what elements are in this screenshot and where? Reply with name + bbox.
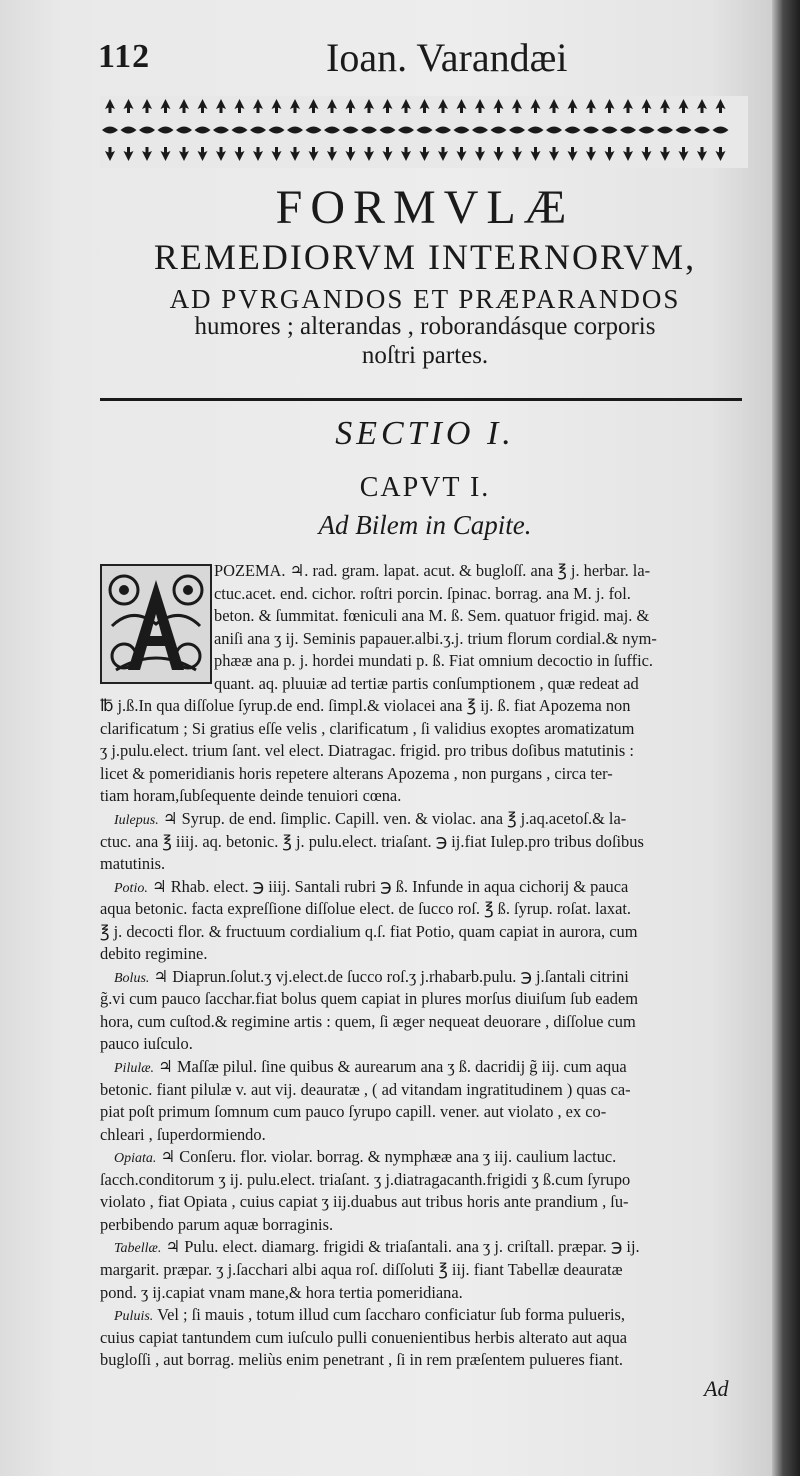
text-line: ctuc.acet. end. cichor. roſtri porcin. ſpinac. borrag. ana M. j. fol.: [214, 583, 631, 603]
body-text: [100, 560, 745, 1372]
text-line: chleari , ſuperdormiendo.: [100, 1124, 266, 1144]
text-line: margarit. præpar. ʒ j.ſacchari albi aqua roſ. diſſoluti ℥ iij. fiant Tabellæ deauratæ: [100, 1259, 623, 1279]
chapter-subheading: Ad Bilem in Capite.: [318, 510, 532, 540]
catchword: Ad: [704, 1376, 729, 1401]
title-line-5: noſtri partes.: [361, 342, 489, 369]
text-line: Bolus. ♃ Diaprun.ſolut.ʒ vj.elect.de ſucco roſ.ʒ j.rhabarb.pulu. ℈ j.ſantali citrini: [114, 966, 629, 986]
text-line: ℔ j.ß.In qua diſſolue ſyrup.de end. ſimpl.& violacei ana ℥ ij. ß. fiat Apozema non: [100, 696, 631, 716]
text-line: Pilulæ. ♃ Maſſæ pilul. ſine quibus & aurearum ana ʒ ß. dacridij g̃ iij. cum aqua: [114, 1057, 627, 1077]
text-line: bugloſſi , aut borrag. meliùs enim penetrant , ſi in rem præſentem pulueres fiant.: [100, 1350, 624, 1370]
text-line: g̃.vi cum pauco ſacchar.fiat bolus quem capiat in plures morſus diuiſum ſub eadem: [100, 989, 639, 1009]
text-line: POZEMA. ♃. rad. gram. lapat. acut. & bugloſſ. ana ℥ j. herbar. la-: [214, 561, 651, 580]
text-line: cuius capiat tantundem cum iuſculo pulli conuenientibus herbis alterato aut aqua: [100, 1327, 628, 1347]
text-line: pauco iuſculo.: [100, 1034, 193, 1054]
recipe-paragraph: [100, 1236, 745, 1304]
chapter-heading: CAPVT I.: [359, 472, 491, 503]
text-line: phææ ana p. j. hordei mundati p. ß. Fiat omnium decoctio in ſuffic.: [214, 651, 653, 671]
text-line: quant. aq. pluuiæ ad tertiæ partis conſumptionem , quæ redeat ad: [214, 673, 639, 693]
running-title: Ioan. Varandæi: [326, 35, 568, 80]
text-line: debito regimine.: [100, 944, 208, 964]
text-line: aqua betonic. facta expreſſione diſſolue elect. de ſucco roſ. ℥ ß. ſyrup. roſat. laxat.: [100, 899, 632, 919]
text-line: licet & pomeridianis horis repetere alterans Apozema , non purgans , circa ter-: [100, 763, 613, 783]
ornament-band-icon: [100, 96, 748, 168]
text-line: betonic. fiant pilulæ v. aut vij. deauratæ , ( ad vitandam ingratitudinem ) quas ca-: [100, 1079, 631, 1099]
running-head: [98, 34, 758, 82]
page-number: 112: [98, 38, 151, 75]
text-line: ctuc. ana ℥ iiij. aq. betonic. ℥ j. pulu.elect. triaſant. ℈ ij.fiat Iulep.pro tribus doſibus: [100, 831, 644, 851]
recipe-paragraph: [100, 966, 745, 1056]
text-line: hora, cum cuſtod.& regimine artis : quem, ſi æger nequeat deuorare , diſſolue cum: [100, 1011, 636, 1031]
text-line: Puluis. Vel ; ſi mauis , totum illud cum ſaccharo conficiatur ſub forma pulueris,: [114, 1305, 626, 1325]
text-line: Opiata. ♃ Conſeru. flor. violar. borrag. & nymphææ ana ʒ iij. caulium lactuc.: [114, 1147, 617, 1167]
text-line: clarificatum ; Si gratius eſſe velis , clarificatum , ſi validius exoptes aromatizatum: [100, 718, 635, 738]
text-line: pond. ʒ ij.capiat vnam mane,& hora tertia pomeridiana.: [100, 1282, 463, 1302]
text-line: piat poſt primum ſomnum cum pauco ſyrupo capill. vener. aut violato , ex co-: [100, 1102, 607, 1122]
section-heading: SECTIO I.: [335, 415, 515, 452]
text-line: Tabellæ. ♃ Pulu. elect. diamarg. frigidi & triaſantali. ana ʒ j. criſtall. præpar. ℈ ij.: [114, 1237, 640, 1257]
page-edge-shadow: [772, 0, 800, 1476]
text-line: violato , fiat Opiata , cuius capiat ʒ iij.duabus aut tribus horis ante prandium , ſu-: [100, 1192, 629, 1212]
main-title: FORMVLÆ: [275, 181, 575, 234]
recipe-paragraph: [100, 1304, 745, 1372]
text-line: beton. & ſummitat. fœniculi ana M. ß. Sem. quatuor frigid. maj. &: [214, 606, 650, 626]
text-line: Potio. ♃ Rhab. elect. ℈ iiij. Santali rubri ℈ ß. Infunde in aqua cichorij & pauca: [114, 876, 629, 896]
text-line: ℥ j. decocti flor. & fructuum cordialium q.ſ. fiat Potio, quam capiat in aurora, cum: [100, 921, 638, 941]
title-line-4: humores ; alterandas , roborandásque corporis: [194, 313, 656, 340]
recipe-paragraph: [100, 560, 745, 808]
recipe-paragraph: [100, 808, 745, 876]
text-line: Iulepus. ♃ Syrup. de end. ſimplic. Capill. ven. & violac. ana ℥ j.aq.acetoſ.& la-: [114, 809, 627, 829]
title-line-2: REMEDIORVM INTERNORVM,: [153, 237, 697, 277]
text-line: aniſi ana ʒ ij. Seminis papauer.albi.ʒ.j. trium florum cordial.& nym-: [214, 628, 657, 648]
title-line-3: AD PVRGANDOS ET PRÆPARANDOS: [169, 284, 681, 314]
text-line: perbibendo parum aquæ borraginis.: [100, 1214, 334, 1234]
text-line: ſacch.conditorum ʒ ij. pulu.elect. triaſant. ʒ j.diatragacanth.frigidi ʒ ß.cum ſyrupo: [100, 1169, 631, 1189]
horizontal-rule: [100, 398, 742, 401]
recipe-paragraph: [100, 1056, 745, 1146]
text-line: matutinis.: [100, 854, 166, 874]
recipe-paragraph: [100, 1146, 745, 1236]
text-line: ʒ j.pulu.elect. trium ſant. vel elect. Diatragac. frigid. pro tribus doſibus matutinis :: [100, 741, 634, 761]
text-line: tiam horam,ſubſequente deinde tenuiori cœna.: [100, 786, 402, 806]
recipe-paragraph: [100, 876, 745, 966]
